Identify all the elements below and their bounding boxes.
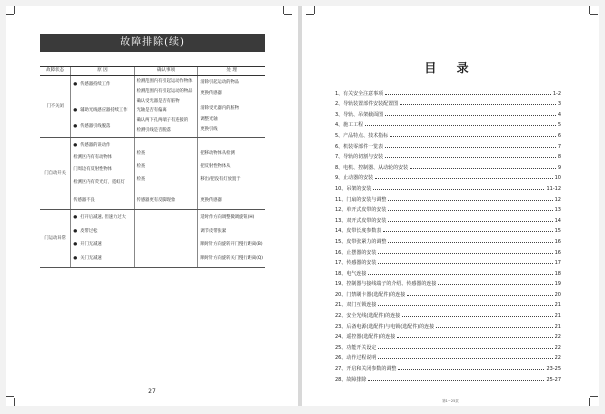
toc-entry [335,97,561,108]
toc-entry [335,319,561,330]
toc-entry-page: 25-27 [546,376,561,383]
list-item: 传感器更有反脚现象 [136,197,176,203]
crop-mark [589,398,590,406]
action-cell [198,76,265,138]
table-row [40,210,265,268]
action-cell [198,138,265,210]
table-row [40,76,265,138]
toc-list [335,86,561,383]
toc-leader-dots [438,284,552,285]
toc-entry [335,372,561,383]
list-item: 更换传感器 [200,197,222,203]
toc-leader-dots [373,189,544,190]
toc-entry [335,245,561,256]
toc-entry-page: 12 [554,196,561,203]
toc-entry-page: 8 [557,154,561,161]
checks-list [137,78,196,136]
toc-entry-label: 9、止动器的安装 [335,175,374,182]
causes-list [73,212,131,266]
toc-entry [335,160,561,171]
toc-entry-page: 21 [554,313,561,320]
list-item: 传感器不良 [73,198,95,204]
toc-leader-dots [385,157,556,158]
toc-entry-page: 22 [554,334,561,341]
toc-entry-page: 15 [554,228,561,235]
list-item: ● 打开后减速, 但速力过大 [73,215,131,221]
toc-leader-dots [388,200,552,201]
troubleshooting-table [40,66,265,268]
toc-entry-label: 7、导轨的切割与安装 [335,154,384,161]
list-item: 确认受光器是否有脏物 [136,98,180,104]
list-item: 适时作方向调整微调旋钮(H) [200,215,255,221]
toc-entry-label: 10、吊架的安装 [335,185,372,192]
toc-entry [335,256,561,267]
checks-list [137,212,196,266]
toc-leader-dots [398,369,544,370]
crop-mark [589,6,590,14]
list-item: 检查 [136,163,146,169]
toc-leader-dots [400,104,556,105]
list-item: 门周边有反射性物体 [73,167,112,173]
fault-state-cell: 门不关闭 [40,76,71,138]
crop-mark [14,398,15,406]
toc-entry-label: 11、门扇的安装与调整 [335,196,387,203]
crop-mark [6,14,14,15]
toc-entry [335,107,561,118]
toc-leader-dots [378,358,552,359]
actions-list [200,78,263,136]
list-item: 检查 [136,177,146,183]
toc-leader-dots [368,380,544,381]
list-item: 更换引线 [200,127,218,133]
toc-entry-label: 4、施工工程 [335,122,364,129]
toc-entry-label: 1、有关安全注意事项 [335,90,384,97]
list-item: ● 辅助光线感应器持续工作 [73,108,131,114]
toc-leader-dots [388,242,552,243]
toc-entry-label: 25、功能开关设定 [335,344,377,351]
list-item: 检测区内有有动物体 [73,155,112,161]
toc-entry-page: 10 [554,175,561,182]
toc-entry [335,213,561,224]
list-item: ● 皮带过松 [73,229,131,235]
list-item: 光轴是否有偏离 [136,108,167,114]
toc-entry-page: 3 [557,101,561,108]
toc-entry [335,234,561,245]
toc-entry [335,361,561,372]
header-action: 处 理 [198,67,265,76]
toc-leader-dots [378,348,552,349]
list-item: 调节皮带张紧 [200,228,227,234]
toc-entry-page: 21 [554,323,561,330]
toc-entry-page: 1-2 [552,90,561,97]
toc-entry-page: 18 [554,270,561,277]
left-page [6,6,298,406]
toc-entry-label: 5、产品特点、技术指标 [335,132,389,139]
toc-title: 目 录 [424,61,477,75]
toc-entry-label: 23、后备电源(选配件)与电锁(选配件)的连接 [335,323,435,330]
list-item: 顺时针方向旋转关门慢行距离(Q) [200,255,263,261]
toc-entry-label: 8、电机、控制器、从动轮的安装 [335,164,409,171]
list-item: ● 传感器引线脱落 [73,124,131,130]
toc-entry-label: 21、双门互锁连接 [335,302,377,309]
toc-entry [335,139,561,150]
toc-leader-dots [368,274,552,275]
list-item: 检测区内有荧光灯、霓虹灯 [73,179,125,185]
toc-leader-dots [397,337,552,338]
header-check: 确认事项 [134,67,198,76]
toc-entry-label: 13、双开式皮带的安装 [335,217,387,224]
list-item: ● 关门无减速 [73,256,131,262]
fault-state-cell: 门自动开关 [40,138,71,210]
list-item: 确认两下孔两端子有连接的 [136,118,189,124]
causes-list [73,78,131,136]
toc-entry-label: 24、遥控器(选配件)的连接 [335,334,396,341]
toc-entry [335,308,561,319]
section-banner: 故障排除(续) [40,34,265,52]
list-item: 检测引线是否脱落 [136,127,171,133]
toc-entry-label: 28、故障排除 [335,376,367,383]
list-item: 调整光轴 [200,116,218,122]
toc-leader-dots [390,136,556,137]
toc-entry-page: 23-25 [546,366,561,373]
header-cause: 原 因 [71,67,134,76]
toc-entry-label: 18、电气连接 [335,270,367,277]
toc-entry-label: 17、传感器的安装 [335,260,377,267]
check-cell [134,210,198,268]
crop-mark [14,6,15,14]
toc-entry-label: 27、开启和关闭参数的调整 [335,366,397,373]
cause-cell [71,138,134,210]
toc-entry-page: 4 [557,111,561,118]
toc-entry [335,224,561,235]
toc-entry-label: 14、皮带长度参数表 [335,228,382,235]
list-item: 检测范围内有引起运动的物品 [136,89,193,95]
toc-entry-page: 16 [554,238,561,245]
toc-entry-page: 13 [554,207,561,214]
list-item: 把移动物体从检测 [200,150,235,156]
toc-leader-dots [388,210,552,211]
toc-entry [335,192,561,203]
toc-leader-dots [383,231,552,232]
list-item: 移出/把没有灯放置于 [200,177,241,183]
list-item: 更换传感器 [200,90,222,96]
toc-entry-label: 6、机装零部件一览表 [335,143,384,150]
header-state: 故障状态 [40,67,71,76]
toc-entry-page: 6 [557,132,561,139]
toc-entry-label: 2、导轨装置部件安装配置图 [335,101,399,108]
list-item: ● 开门无减速 [73,242,131,248]
list-item: ● 传感器的误动作 [73,143,131,149]
toc-entry-page: 22 [554,355,561,362]
toc-entry-label: 16、止摆器的安装 [335,249,377,256]
toc-entry [335,277,561,288]
crop-mark [283,6,284,14]
toc-entry [335,340,561,351]
toc-entry [335,287,561,298]
action-cell [198,210,265,268]
right-page [302,6,599,406]
toc-entry [335,203,561,214]
toc-entry-page: 19 [554,281,561,288]
list-item: 清除受光器内的脏物 [200,105,240,111]
toc-leader-dots [375,178,552,179]
toc-leader-dots [378,253,552,254]
actions-list [200,212,263,266]
toc-entry-page: 14 [554,217,561,224]
list-item: ● 传感器持续工作 [73,82,131,88]
toc-entry [335,86,561,97]
crop-mark [590,14,598,15]
crop-mark [306,14,314,15]
table-header-row [40,67,265,76]
toc-entry-page: 5 [557,122,561,129]
list-item: 检测范围内有引起运动作物体 [136,79,193,85]
fault-state-cell: 门运动异常 [40,210,71,268]
toc-entry [335,128,561,139]
toc-entry [335,351,561,362]
check-cell [134,76,198,138]
toc-entry-page: 21 [554,302,561,309]
crop-mark [284,14,292,15]
toc-entry [335,330,561,341]
toc-entry-label: 20、门禁刷卡器(选配件)的连接 [335,291,406,298]
toc-leader-dots [378,263,552,264]
toc-entry [335,118,561,129]
table-row [40,138,265,210]
list-item: 清除引起运动的物品 [200,79,240,85]
toc-entry-label: 26、动作过程说明 [335,355,377,362]
cause-cell [71,210,134,268]
toc-leader-dots [365,125,556,126]
toc-entry [335,266,561,277]
crop-mark [314,6,315,14]
toc-leader-dots [410,168,556,169]
list-item: 把反射性物体从 [200,163,231,169]
page-footer: 第1~25页 [442,399,459,403]
toc-leader-dots [388,221,552,222]
toc-leader-dots [385,147,556,148]
toc-entry-label: 3、导轨、吊架截面图 [335,111,384,118]
toc-entry-label: 22、安全光线(选配件)的连接 [335,313,401,320]
toc-leader-dots [378,305,552,306]
causes-list [73,140,131,208]
toc-entry-page: 7 [557,143,561,150]
toc-entry [335,171,561,182]
actions-list [200,140,263,208]
toc-entry-page: 11-12 [546,185,561,192]
crop-mark [6,396,14,397]
checks-list [137,140,196,208]
list-item: 检查 [136,150,146,156]
crop-mark [590,396,598,397]
toc-entry-page: 16 [554,249,561,256]
cause-cell [71,76,134,138]
toc-entry-page: 9 [557,164,561,171]
toc-leader-dots [385,115,556,116]
list-item: 顺时针方向旋转开门慢行距离(B) [200,242,263,248]
toc-leader-dots [407,295,552,296]
toc-entry [335,181,561,192]
toc-entry-label: 12、单开式皮带的安装 [335,207,387,214]
check-cell [134,138,198,210]
toc-entry [335,150,561,161]
toc-leader-dots [436,327,552,328]
page-number: 27 [148,388,156,395]
toc-entry-page: 20 [554,291,561,298]
toc-leader-dots [385,94,551,95]
toc-entry-label: 15、皮带张紧力的调整 [335,238,387,245]
toc-entry [335,298,561,309]
toc-entry-page: 22 [554,344,561,351]
toc-entry-page: 17 [554,260,561,267]
toc-entry-label: 19、控制器与接线端子的介绍、传感器的连接 [335,281,437,288]
toc-leader-dots [402,316,552,317]
